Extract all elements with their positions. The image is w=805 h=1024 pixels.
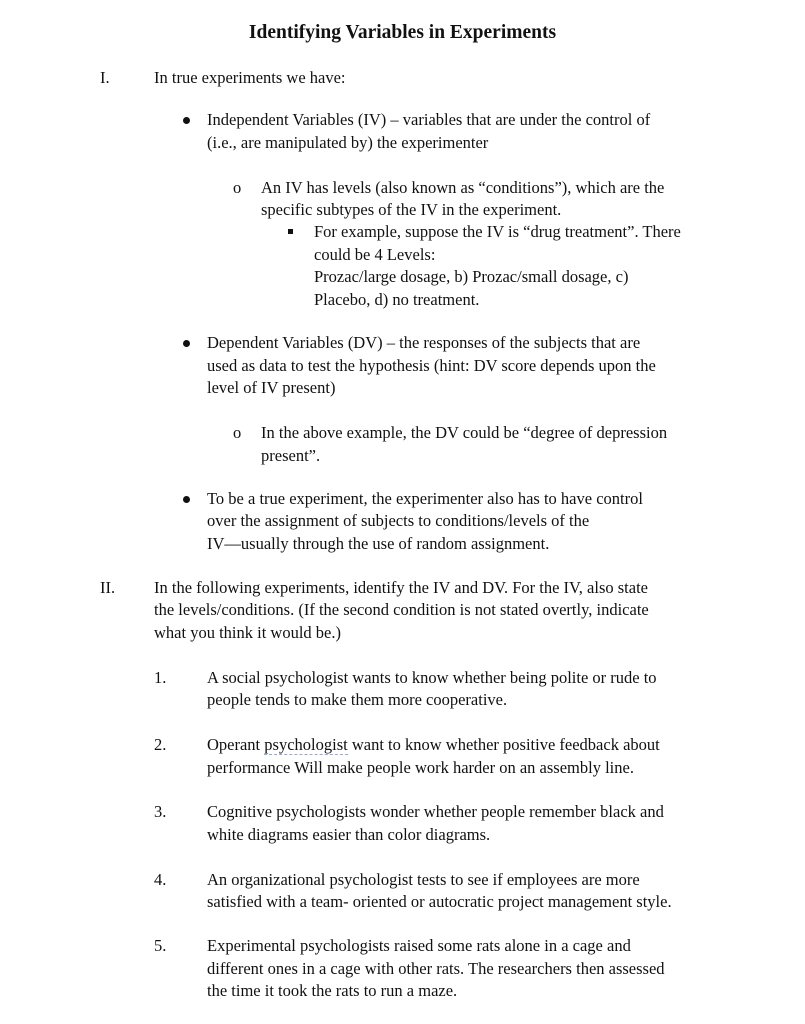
dv-line-3: level of IV present) bbox=[207, 378, 336, 397]
example-line-1: For example, suppose the IV is “drug treatment”. There bbox=[314, 222, 681, 241]
page-title: Identifying Variables in Experiments bbox=[248, 22, 557, 43]
control-line-2: over the assignment of subjects to conditions/levels of the bbox=[207, 511, 590, 530]
item-3-line-2: white diagrams easier than color diagrams. bbox=[207, 825, 491, 844]
section-2-numeral: II. bbox=[100, 578, 116, 597]
iv-line-1: Independent Variables (IV) – variables that are under the control of bbox=[207, 110, 651, 129]
item-2-line-1 bbox=[207, 734, 660, 757]
item-3-line-1: Cognitive psychologists wonder whether people remember black and bbox=[207, 802, 664, 821]
item-2-text-c: want to know whether positive feedback about bbox=[347, 735, 660, 754]
section-2-intro-line-1: In the following experiments, identify the IV and DV. For the IV, also state bbox=[154, 578, 649, 597]
spellcheck-word: psychologist bbox=[264, 735, 348, 754]
bullet-icon bbox=[183, 496, 190, 503]
square-bullet-icon bbox=[288, 229, 293, 234]
section-1-numeral: I. bbox=[100, 68, 110, 87]
iv-levels-line-2: specific subtypes of the IV in the experiment. bbox=[261, 200, 562, 219]
example-line-2: could be 4 Levels: bbox=[314, 245, 436, 264]
dv-line-2: used as data to test the hypothesis (hint: DV score depends upon the bbox=[207, 356, 656, 375]
dv-sub-marker: o bbox=[233, 423, 242, 442]
iv-levels-line-1: An IV has levels (also known as “conditions”), which are the bbox=[261, 178, 665, 197]
item-1-line-1: A social psychologist wants to know whether being polite or rude to bbox=[207, 668, 657, 687]
dv-example-line-2: present”. bbox=[261, 446, 321, 465]
dv-example-line-1: In the above example, the DV could be “degree of depression bbox=[261, 423, 668, 442]
control-line-1: To be a true experiment, the experimenter also has to have control bbox=[207, 489, 643, 508]
item-4-number: 4. bbox=[154, 870, 167, 889]
control-line-3: IV—usually through the use of random assignment. bbox=[207, 534, 550, 553]
bullet-icon bbox=[183, 117, 190, 124]
section-2-intro-line-3: what you think it would be.) bbox=[154, 623, 341, 642]
item-5-line-1: Experimental psychologists raised some rats alone in a cage and bbox=[207, 936, 631, 955]
example-line-3: Prozac/large dosage, b) Prozac/small dosage, c) bbox=[314, 267, 629, 286]
iv-line-2: (i.e., are manipulated by) the experimenter bbox=[207, 133, 489, 152]
item-2-line-2: performance Will make people work harder on an assembly line. bbox=[207, 758, 634, 777]
example-line-4: Placebo, d) no treatment. bbox=[314, 290, 480, 309]
iv-sub-marker: o bbox=[233, 178, 242, 197]
item-5-line-3: the time it took the rats to run a maze. bbox=[207, 981, 458, 1000]
item-2-number: 2. bbox=[154, 735, 167, 754]
item-3-number: 3. bbox=[154, 802, 167, 821]
item-1-line-2: people tends to make them more cooperative. bbox=[207, 690, 508, 709]
dv-line-1: Dependent Variables (DV) – the responses of the subjects that are bbox=[207, 333, 641, 352]
item-1-number: 1. bbox=[154, 668, 167, 687]
section-1-heading: In true experiments we have: bbox=[154, 68, 346, 87]
item-4-line-1: An organizational psychologist tests to see if employees are more bbox=[207, 870, 640, 889]
item-5-line-2: different ones in a cage with other rats. The researchers then assessed bbox=[207, 959, 665, 978]
item-2-text-a: Operant bbox=[207, 735, 265, 754]
bullet-icon bbox=[183, 340, 190, 347]
item-5-number: 5. bbox=[154, 936, 167, 955]
section-2-intro-line-2: the levels/conditions. (If the second condition is not stated overtly, indicate bbox=[154, 600, 649, 619]
item-4-line-2: satisfied with a team- oriented or autocratic project management style. bbox=[207, 892, 672, 911]
